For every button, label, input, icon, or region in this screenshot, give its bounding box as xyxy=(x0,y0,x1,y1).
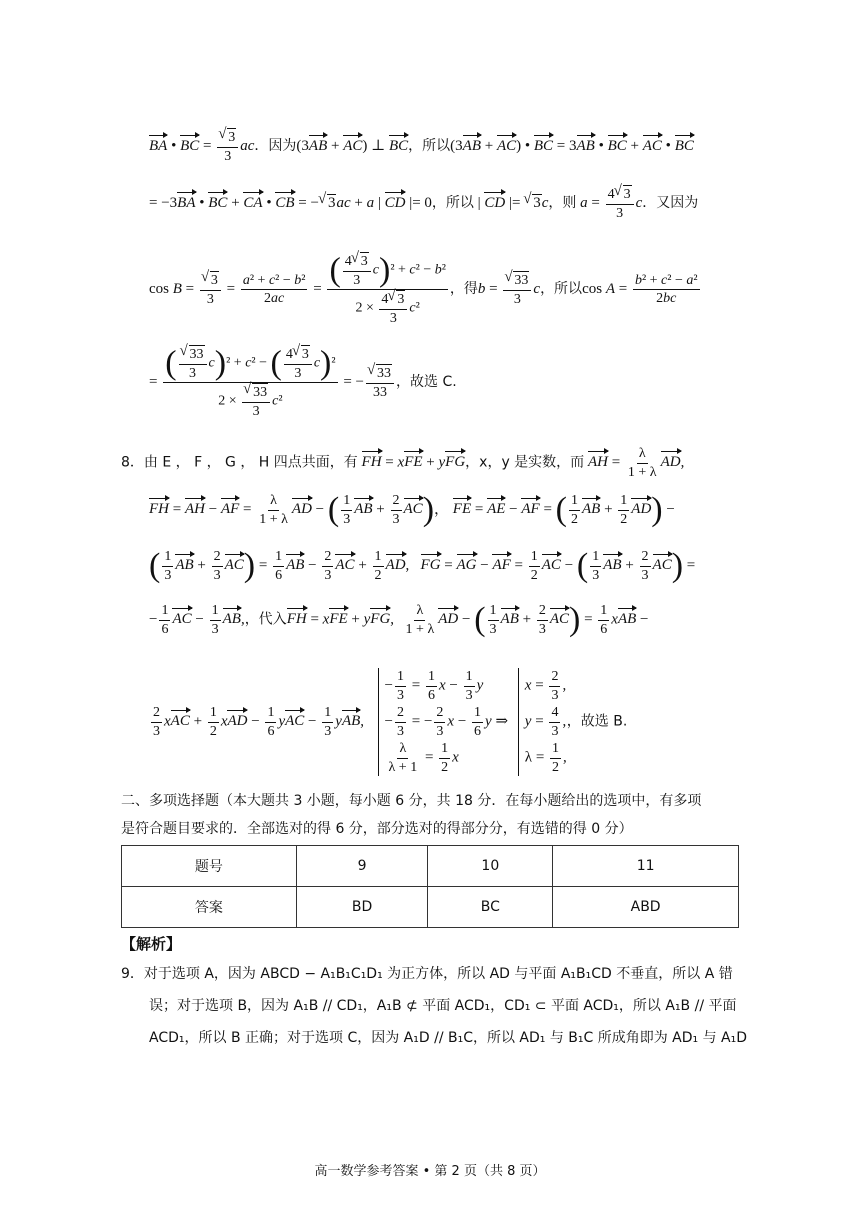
text-so: ，所以 xyxy=(408,137,451,154)
text-because: ．因为 xyxy=(254,137,297,154)
section-heading-2: 是符合题目要求的．全部选对的得 6 分，部分选对的得部分分，有选错的得 0 分） xyxy=(121,821,633,837)
text-xy-real: ，x，y 是实数，而 xyxy=(465,454,585,471)
text-also: ．又因为 xyxy=(642,194,699,211)
table-cell: BC xyxy=(428,887,553,928)
q9-line-3: ACD₁，所以 B 正确；对于选项 C，因为 A₁D // B₁C，所以 AD₁ 与 B₁C 所成角即为 AD₁ 与 A₁D xyxy=(149,1030,748,1046)
text-then: ，则 xyxy=(548,194,577,211)
q8-line-1: 8．由 E ， F ， G ， H 四点共面，有 FH = xFE + yFG，x，y 是实数，而 AH = $\frac{\lambda}{1 + \lambda}$ AD, xyxy=(121,446,685,480)
table-row xyxy=(122,846,739,887)
q9-line-1: 9．对于选项 A，因为 ABCD − A₁B₁C₁D₁ 为正方体，所以 AD 与平面 A₁B₁CD 不垂直，所以 A 错 xyxy=(121,966,733,982)
q8-line-5: $\frac{2}{3}$ xAC + $\frac{1}{2}$ xAD − $\frac{1}{6}$ yAC − $\frac{1}{3}$ yAB, − $\frac{1}{3}$ = $\frac{1}{6}$ x − $\frac{1}{3}$ y − $\frac{2}{3}$ = − $\frac{2}{3}$ x − $\frac{1}{6}$ y ⇒ $\frac{\lambda}{\lambda + 1}$ = $\frac{1}{2}$ x x = $\frac{2}{3}$ , y = $\frac{4}{3}$ , λ = $\frac{1}{2}$ , ，故选 B. xyxy=(153,669,628,775)
text-so-2: ，所以 xyxy=(431,194,474,211)
table-cell: 题号 xyxy=(122,846,297,887)
table-cell: 10 xyxy=(428,846,553,887)
table-cell: ABD xyxy=(553,887,739,928)
text-choose-b: ，故选 B. xyxy=(566,713,628,730)
q8-line-4: − $\frac{1}{6}$ AC − $\frac{1}{3}$ AB,，代入FH = xFE + yFG, $\frac{\lambda}{1 + \lambda}$ AD − ( $\frac{1}{3}$ AB + $\frac{2}{3}$ AC) = $\frac{1}{6}$ xAB − xyxy=(149,601,649,638)
text-get: ，得 xyxy=(449,280,478,297)
line-4: = ( √ $\frac{33}{3}$ c)² + c² − ( $\frac{4√ 3}{3}$ c)² 2 × √ $\frac{33}{3}$ c² = − √ $\frac{33}{33}$ ，故选 C. xyxy=(149,345,457,420)
section-heading: 二、多项选择题（本大题共 3 小题，每小题 6 分，共 18 分．在每小题给出的选项中，有多项 xyxy=(121,793,702,809)
q9-line-2: 误；对于选项 B，因为 A₁B // CD₁，A₁B ⊄ 平面 ACD₁，CD₁ ⊂ 平面 ACD₁，所以 A₁B // 平面 xyxy=(149,998,737,1014)
text-choose-c: ，故选 C. xyxy=(396,373,457,390)
page-footer: 高一数学参考答案 • 第 2 页（共 8 页） xyxy=(314,1164,546,1179)
solution-system: x = $\frac{2}{3}$ , y = $\frac{4}{3}$ , λ = $\frac{1}{2}$ , xyxy=(518,668,567,776)
analysis-label: 【解析】 xyxy=(121,935,182,953)
table-cell: 11 xyxy=(553,846,739,887)
table-cell: BD xyxy=(296,887,428,928)
line-2: = −3BA • BC + CA • CB = −√ 3ac + a | CD |= 0，所以 | CD |= √ 3c，则 a = $\frac{4√ 3}{3}$ c．又因为 xyxy=(149,185,698,222)
table-row xyxy=(122,887,739,928)
q8-intro: 8．由 E ， F ， G ， H 四点共面，有 xyxy=(121,454,358,471)
table-cell: 答案 xyxy=(122,887,297,928)
line-3: cos B = √ $\frac{3}{3}$ = $\frac{\text{a² + c² − b²}}{2ac}$ = ( $\frac{4√ 3}{3}$ c)² + c² − b² 2 × $\frac{4√ 3}{3}$ c² ，得b = √ $\frac{33}{3}$ c，所以cos A = $\frac{\text{b² + c² − a²}}{2bc}$ xyxy=(149,252,702,327)
q8-line-3: ( $\frac{1}{3}$ AB + $\frac{2}{3}$ AC) = $\frac{1}{6}$ AB − $\frac{2}{3}$ AC + $\frac{1}{2}$ AD, FG = AG − AF = $\frac{1}{2}$ AC − ( $\frac{1}{3}$ AB + $\frac{2}{3}$ AC) = xyxy=(149,547,696,584)
q8-line-2: FH = AH − AF = $\frac{\lambda}{1 + \lambda}$ AD − ( $\frac{1}{3}$ AB + $\frac{2}{3}$ AC)， FE = AE − AF = ( $\frac{1}{2}$ AB + $\frac{1}{2}$ AD) − xyxy=(149,491,675,528)
answer-table xyxy=(121,845,739,928)
equation-system: − $\frac{1}{3}$ = $\frac{1}{6}$ x − $\frac{1}{3}$ y − $\frac{2}{3}$ = − $\frac{2}{3}$ x − $\frac{1}{6}$ y ⇒ $\frac{\lambda}{\lambda + 1}$ = $\frac{1}{2}$ x xyxy=(378,668,509,776)
table-cell: 9 xyxy=(296,846,428,887)
line-1: BA • BC = √ $\frac{3}{3}$ ac．因为(3AB + AC) ⊥ BC，所以(3AB + AC) • BC = 3AB • BC + AC • BC xyxy=(149,128,694,165)
text-so-cos: ，所以 xyxy=(540,280,583,297)
text-sub-in: ，代入 xyxy=(244,611,287,628)
